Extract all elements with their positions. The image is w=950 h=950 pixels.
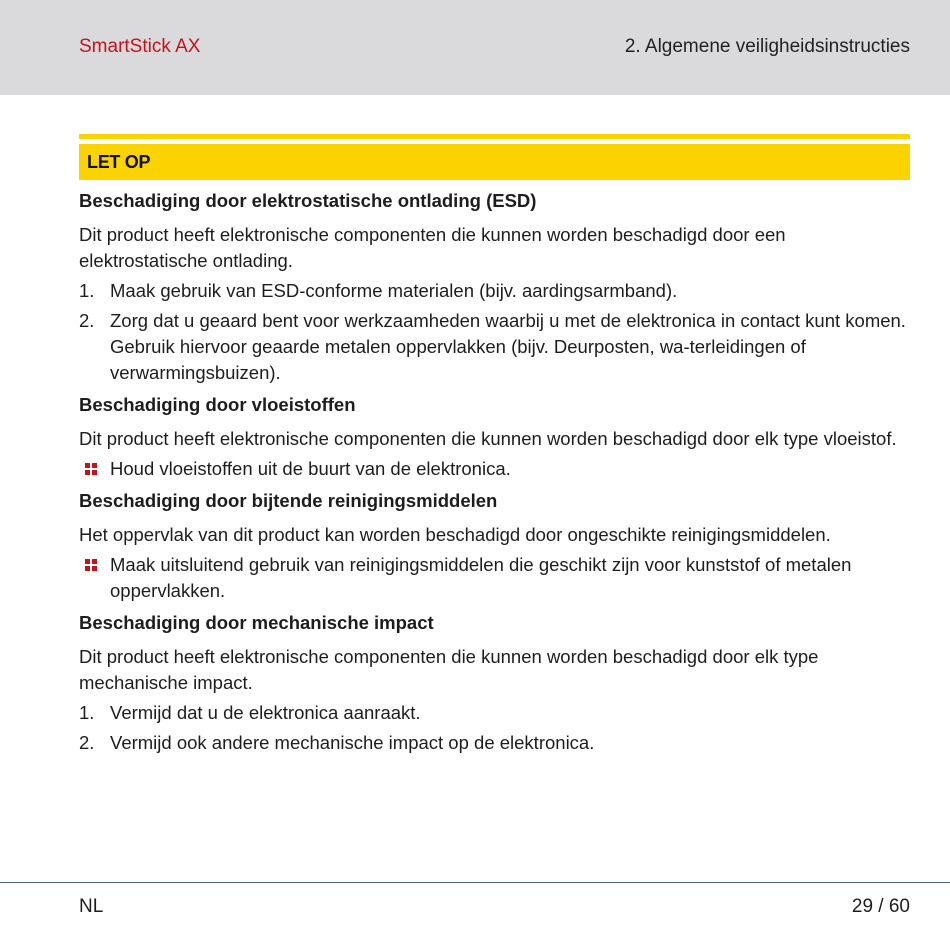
list-item-text: Maak uitsluitend gebruik van reinigingsmiddelen die geschikt zijn voor kunststof of metalen oppervlakken. xyxy=(110,554,852,601)
section-mechanical xyxy=(79,610,910,756)
list-item-text: Vermijd ook andere mechanische impact op de elektronica. xyxy=(110,732,595,753)
section-title: Beschadiging door bijtende reinigingsmiddelen xyxy=(79,490,498,511)
notice-box xyxy=(79,134,910,180)
list-item xyxy=(79,730,910,756)
list-item xyxy=(79,456,910,482)
notice-content xyxy=(79,188,910,760)
list-item-text: Zorg dat u geaard bent voor werkzaamheden waarbij u met de elektronica in contact kunt komen. Gebruik hiervoor geaarde metalen oppervlakken (bijv. Deurposten, wa-terleidingen of verwarmingsbuizen). xyxy=(110,310,906,383)
section-liquids xyxy=(79,392,910,482)
list-item-text: Vermijd dat u de elektronica aanraakt. xyxy=(110,702,421,723)
page-header xyxy=(0,0,950,95)
section-text: Dit product heeft elektronische componenten die kunnen worden beschadigd door elk type vloeistof. xyxy=(79,428,897,449)
section-title: Beschadiging door vloeistoffen xyxy=(79,394,356,415)
section-text: Het oppervlak van dit product kan worden beschadigd door ongeschikte reinigingsmiddelen. xyxy=(79,524,831,545)
list-item-text: Houd vloeistoffen uit de buurt van de elektronica. xyxy=(110,458,511,479)
list-number: 1. xyxy=(79,702,95,723)
brand-name: SmartStick AX xyxy=(79,36,201,57)
list-item-text: Maak gebruik van ESD-conforme materialen (bijv. aardingsarmband). xyxy=(110,280,678,301)
chapter-title: 2. Algemene veiligheidsinstructies xyxy=(624,36,910,57)
list-item xyxy=(79,700,910,726)
bullet-icon xyxy=(85,559,97,571)
section-title: Beschadiging door elektrostatische ontlading (ESD) xyxy=(79,190,537,211)
list-item xyxy=(79,552,910,604)
section-esd xyxy=(79,188,910,386)
section-text: Dit product heeft elektronische componenten die kunnen worden beschadigd door elk type mechanische impact. xyxy=(79,646,819,693)
list-item xyxy=(79,308,910,386)
list-number: 2. xyxy=(79,732,95,753)
footer-divider xyxy=(0,882,950,883)
section-title: Beschadiging door mechanische impact xyxy=(79,612,434,633)
list-number: 2. xyxy=(79,310,95,331)
list-item xyxy=(79,278,910,304)
section-cleaning xyxy=(79,488,910,604)
language-code: NL xyxy=(79,896,104,917)
section-text: Dit product heeft elektronische componenten die kunnen worden beschadigd door een elektrostatische ontlading. xyxy=(79,224,786,271)
notice-label: LET OP xyxy=(79,144,910,180)
bullet-icon xyxy=(85,463,97,475)
page-number: 29 / 60 xyxy=(851,896,910,917)
list-number: 1. xyxy=(79,280,95,301)
